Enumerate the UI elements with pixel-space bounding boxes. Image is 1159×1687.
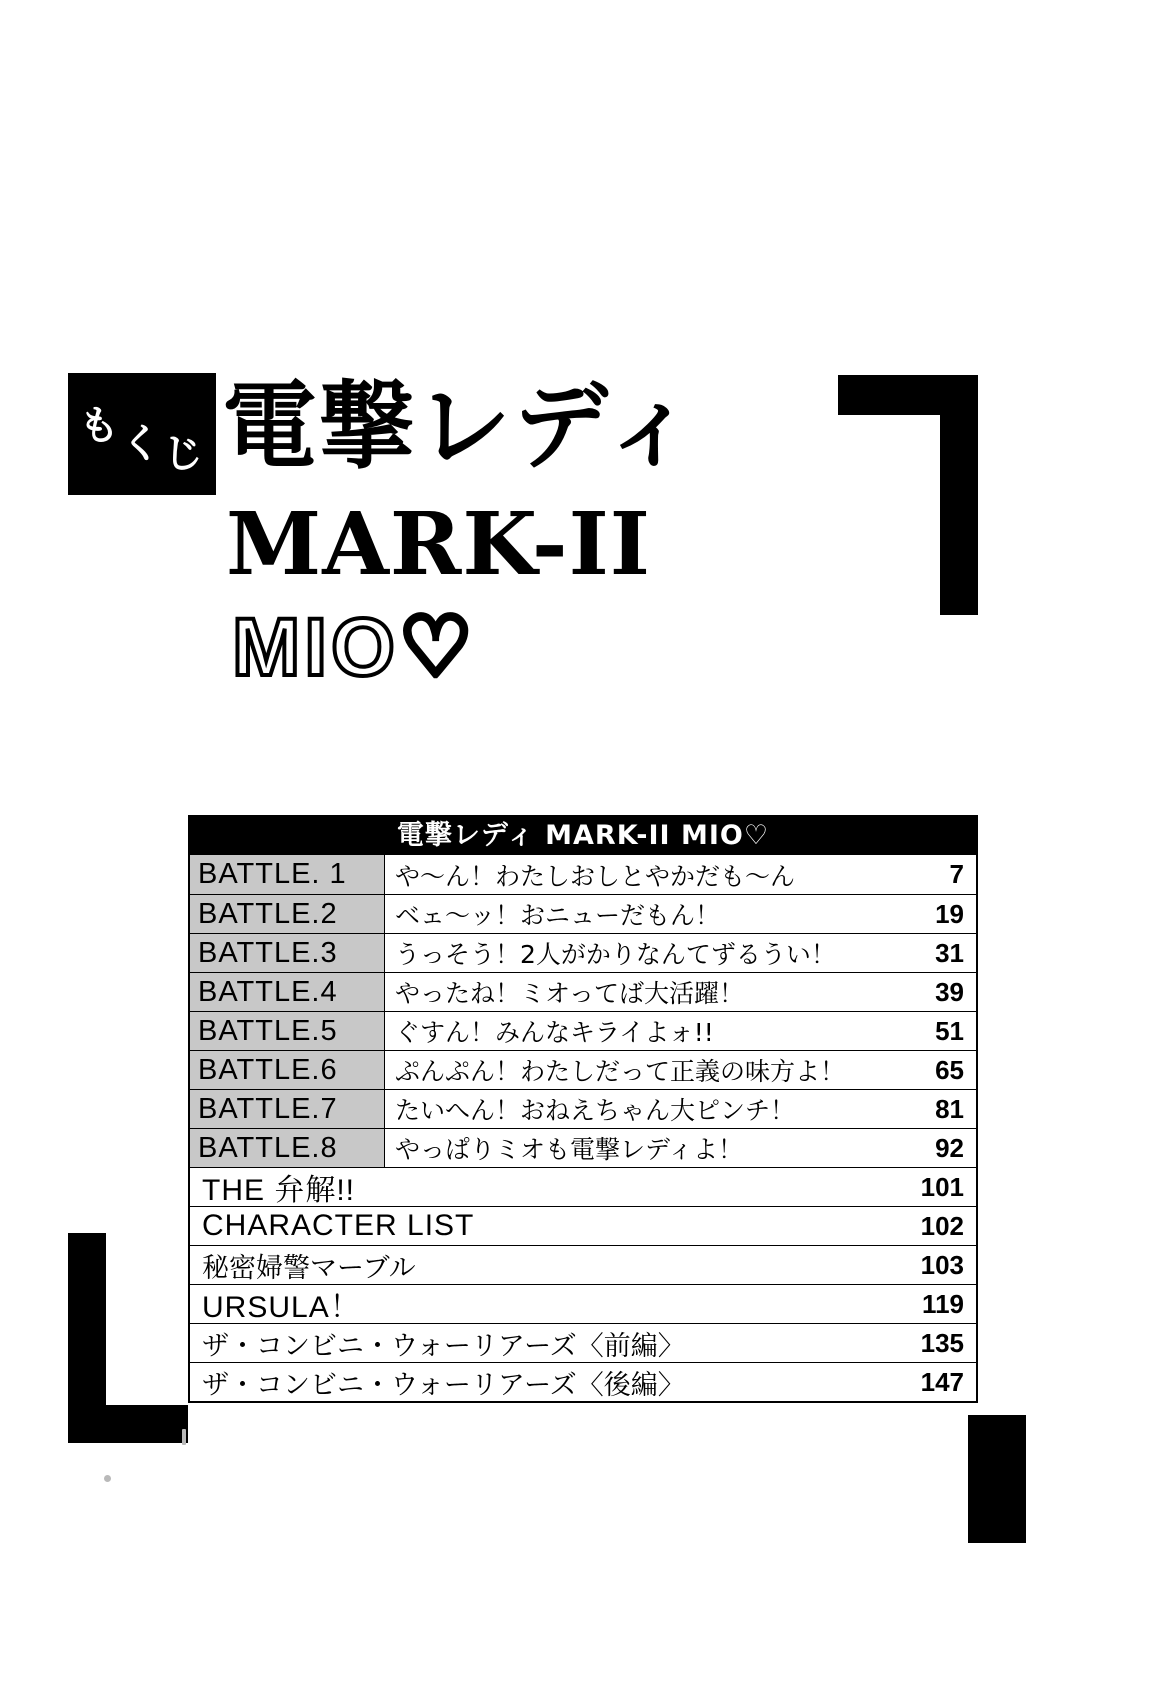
battle-title: たいへん！おねえちゃん大ピンチ！ [395,1096,796,1125]
table-row[interactable] [190,1323,976,1362]
battle-label: BATTLE.4 [190,973,385,1011]
cover-title-block [0,355,1159,755]
table-of-contents [188,815,978,1403]
battle-page: 39 [935,976,964,1007]
mokuji-badge-text: もくじ [79,402,205,477]
battle-label: BATTLE.3 [190,934,385,972]
table-row[interactable] [190,1362,976,1401]
battle-page: 51 [935,1015,964,1046]
table-row[interactable] [190,1050,976,1089]
battle-label: BATTLE.7 [190,1090,385,1128]
corner-bracket-bottom-left-decoration [68,1233,188,1443]
table-row[interactable] [190,1128,976,1167]
battle-page: 81 [935,1093,964,1124]
table-row[interactable] [190,1011,976,1050]
battle-page: 65 [935,1054,964,1085]
battle-page: 19 [935,898,964,929]
mokuji-badge [68,373,216,495]
extra-title: THE 弁解!! [202,1174,356,1206]
toc-header: 電撃レディ MARK-II MIO♡ [190,817,976,855]
table-row[interactable] [190,894,976,933]
corner-bracket-top-right-decoration [838,375,978,615]
battle-title: やったね！ミオってば大活躍！ [395,979,745,1008]
table-row[interactable] [190,1167,976,1206]
extra-page: 103 [920,1249,964,1280]
table-row[interactable] [190,1206,976,1245]
table-row[interactable] [190,933,976,972]
corner-block-bottom-right-decoration [968,1415,1026,1543]
extra-title: ザ・コンビニ・ウォーリアーズ〈前編〉 [202,1330,685,1362]
table-row[interactable] [190,1245,976,1284]
speck-decoration [182,1429,186,1445]
battle-title: や～ん！わたしおしとやかだも～ん [395,861,796,891]
battle-title: ぐすん！みんなキライよォ!! [395,1018,714,1047]
extra-page: 147 [920,1366,964,1397]
extra-page: 119 [922,1288,964,1319]
extra-title: URSULA！ [202,1291,361,1323]
extra-title: 秘密婦警マーブル [202,1252,416,1284]
speck-decoration [104,1475,111,1482]
battle-title: うっそう！2人がかりなんてずるうい！ [395,940,836,969]
battle-page: 31 [935,937,964,968]
extra-title: CHARACTER LIST [202,1209,475,1242]
title-mark-ii: MARK-II [226,494,652,595]
table-row[interactable] [190,855,976,894]
battle-title: ベェ～ッ！おニューだもん！ [395,901,721,930]
table-row[interactable] [190,972,976,1011]
battle-label: BATTLE.2 [190,895,385,933]
battle-label: BATTLE.8 [190,1129,385,1167]
table-row[interactable] [190,1089,976,1128]
battle-title: ぷんぷん！わたしだって正義の味方よ！ [395,1057,846,1086]
extra-page: 101 [920,1171,964,1202]
battle-label: BATTLE.5 [190,1012,385,1050]
battle-label: BATTLE.6 [190,1051,385,1089]
extra-page: 102 [920,1210,964,1241]
title-mio: MIO♡ [232,602,477,693]
extra-title: ザ・コンビニ・ウォーリアーズ〈後編〉 [202,1369,685,1401]
toc-rows [190,855,976,1401]
battle-page: 92 [935,1132,964,1163]
battle-page: 7 [949,859,964,889]
battle-label: BATTLE. 1 [190,855,385,894]
extra-page: 135 [920,1327,964,1358]
table-row[interactable] [190,1284,976,1323]
battle-title: やっぱりミオも電撃レディよ！ [395,1135,744,1164]
title-japanese: 電撃レディ [222,372,700,482]
